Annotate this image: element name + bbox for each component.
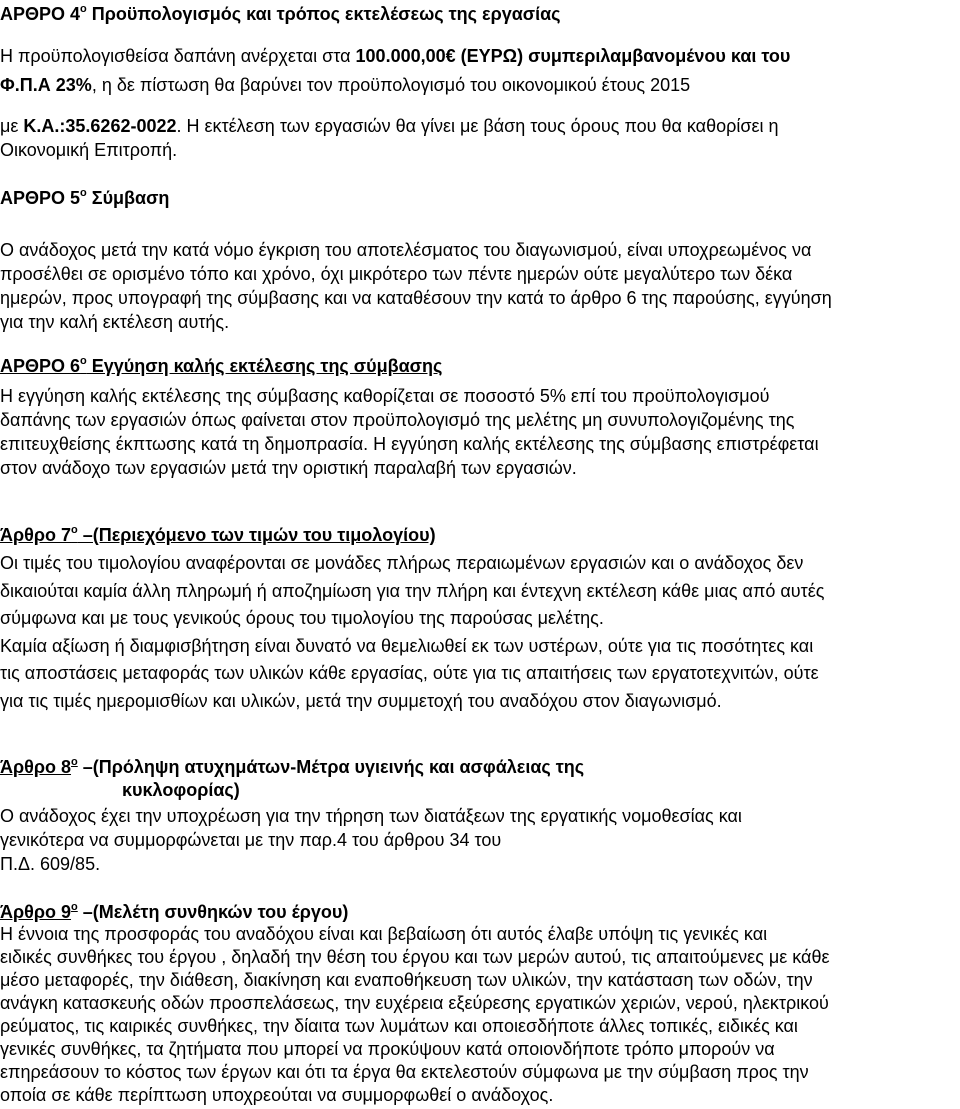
article-5-line: Ο ανάδοχος μετά την κατά νόμο έγκριση του αποτελέσματος του διαγωνισμού, είναι υποχρεωμένος να <box>0 240 812 260</box>
article-7-line: για τις τιμές ημερομισθίων και υλικών, μετά την συμμετοχή του αναδόχου στον διαγωνισμό. <box>0 691 722 711</box>
article-7-heading: Άρθρο $7^o$ –(Περιεχόμενο των τιμών του τιμολογίου) <box>0 524 436 545</box>
article-9-line: Η έννοια της προσφοράς του αναδόχου είναι και βεβαίωση ότι αυτός έλαβε υπόψη τις γενικές και <box>0 924 768 944</box>
article-5-heading: ΑΡΘΡΟ $5^o$ Σύμβαση <box>0 187 170 208</box>
article-4-line-2: Φ.Π.Α 23%, η δε πίστωση θα βαρύνει τον προϋπολογισμό του οικονομικού έτους 2015 <box>0 75 691 95</box>
article-9-line: γενικές συνθήκες, τα ζητήματα που μπορεί να προκύψουν κατά οποιονδήποτε τρόπο μπορούν να <box>0 1039 775 1059</box>
article-8-heading: Άρθρο $8^o$ –(Πρόληψη ατυχημάτων-Μέτρα υγιεινής και ασφάλειας της <box>0 756 585 777</box>
article-8-heading-continued: κυκλοφορίας) <box>122 780 240 800</box>
article-9-line: ανάγκη κατασκευής οδών προσπελάσεως, την ευχέρεια εξεύρεσης εργατικών χεριών, νερού, ηλεκτρικού <box>0 993 829 1013</box>
article-9-line: οποία σε κάθε περίπτωση υποχρεούται να συμμορφωθεί ο ανάδοχος. <box>0 1085 554 1105</box>
article-5-line: ημερών, προς υπογραφή της σύμβασης και να καταθέσουν την κατά το άρθρο 6 της παρούσης, εγγύηση <box>0 288 832 308</box>
article-8-line: Π.Δ. 609/85. <box>0 854 101 874</box>
article-6-line: στον ανάδοχο των εργασιών μετά την οριστική παραλαβή των εργασιών. <box>0 458 577 478</box>
article-5-line: για την καλή εκτέλεση αυτής. <box>0 312 230 332</box>
article-9-line: μέσο μεταφορές, την διάθεση, διακίνηση και εναποθήκευση των υλικών, την κατάσταση των οδών, την <box>0 970 813 990</box>
article-7-line: Καμία αξίωση ή διαμφισβήτηση είναι δυνατό να θεμελιωθεί εκ των υστέρων, ούτε για τις ποσότητες και <box>0 636 814 656</box>
article-4-line-1: Η προϋπολογισθείσα δαπάνη ανέρχεται στα 100.000,00€ (ΕΥΡΩ) συμπεριλαμβανομένου και του <box>0 46 791 66</box>
article-9-line: ρεύματος, τις καιρικές συνθήκες, την δίαιτα των λυμάτων και οποιεσδήποτε άλλες τοπικές, ειδικές και <box>0 1016 798 1036</box>
article-4-line-3: με Κ.Α.:35.6262-0022. Η εκτέλεση των εργασιών θα γίνει με βάση τους όρους που θα καθορίσει η <box>0 116 779 136</box>
article-6-line: επιτευχθείσης έκπτωσης κατά τη δημοπρασία. Η εγγύηση καλής εκτέλεσης της σύμβασης επιστρέφεται <box>0 434 819 454</box>
article-7-line: τις αποστάσεις μεταφοράς των υλικών κάθε εργασίας, ούτε για τις απαιτήσεις των εργατοτεχνιτών, ούτε <box>0 663 819 683</box>
article-6-line: Η εγγύηση καλής εκτέλεσης της σύμβασης καθορίζεται σε ποσοστό 5% επί του προϋπολογισμού <box>0 386 770 406</box>
article-7-line: Οι τιμές του τιμολογίου αναφέρονται σε μονάδες πλήρως περαιωμένων εργασιών και ο ανάδοχος δεν <box>0 553 804 573</box>
article-9-heading: Άρθρο $9^o$ –(Μελέτη συνθηκών του έργου) <box>0 901 349 922</box>
article-4-heading: ΑΡΘΡΟ $4^o$ Προϋπολογισμός και τρόπος εκτελέσεως της εργασίας <box>0 3 561 24</box>
article-4-line-4: Οικονομική Επιτροπή. <box>0 140 178 160</box>
article-6-heading: ΑΡΘΡΟ $6^o$ Εγγύηση καλής εκτέλεσης της σύμβασης <box>0 355 443 376</box>
article-7-line: δικαιούται καμία άλλη πληρωμή ή αποζημίωση για την πλήρη και έντεχνη εκτέλεση κάθε μιας από αυτές <box>0 581 825 601</box>
article-7-line: σύμφωνα και με τους γενικούς όρους του τιμολογίου της παρούσας μελέτης. <box>0 608 604 628</box>
article-6-line: δαπάνης των εργασιών όπως φαίνεται στον προϋπολογισμό της μελέτης μη συνυπολογιζομένης της <box>0 410 795 430</box>
article-9-line: ειδικές συνθήκες του έργου , δηλαδή την θέση του έργου και των μερών αυτού, τις απαιτούμενες με κάθε <box>0 947 830 967</box>
article-9-line: επηρεάσουν το κόστος των έργων και ότι τα έργα θα εκτελεστούν σύμφωνα με την σύμβαση προς την <box>0 1062 809 1082</box>
article-8-line: Ο ανάδοχος έχει την υποχρέωση για την τήρηση των διατάξεων της εργατικής νομοθεσίας και <box>0 806 742 826</box>
article-5-line: προσέλθει σε ορισμένο τόπο και χρόνο, όχι μικρότερο των πέντε ημερών ούτε μεγαλύτερο των δέκα <box>0 264 793 284</box>
article-8-line: γενικότερα να συμμορφώνεται με την παρ.4 του άρθρου 34 του <box>0 830 502 850</box>
